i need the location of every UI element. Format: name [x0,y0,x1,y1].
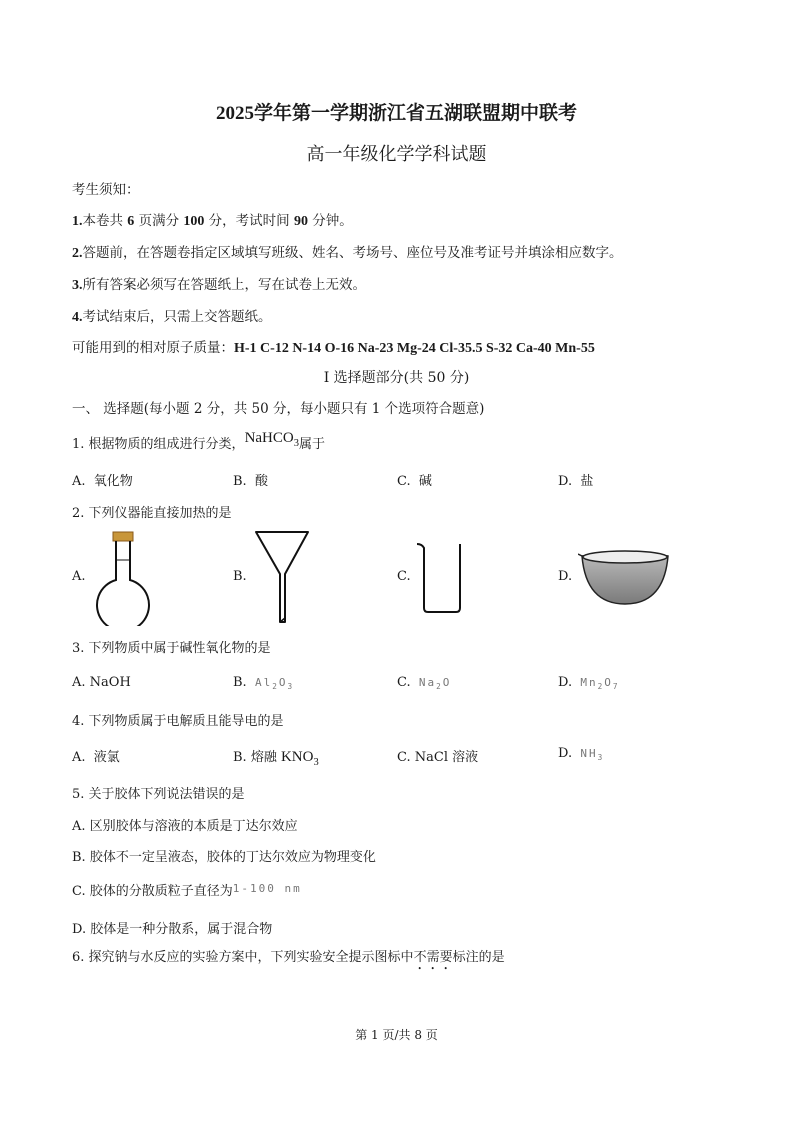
q4-option-c[interactable]: C. NaCl 溶液 [397,750,479,765]
q5-option-b[interactable]: B. 胶体不一定呈液态，胶体的丁达尔效应为物理变化 [72,850,376,865]
exam-title: 2025学年第一学期浙江省五湖联盟期中联考 [215,103,577,124]
q1-option-b[interactable]: B. 酸 [233,474,268,489]
q5-option-c[interactable]: C. 胶体的分散质粒子直径为$^{1-100 nm}$ [72,882,302,899]
page-footer: 第 1 页/共 8 页 [355,1028,438,1042]
notice-item-1: 1.本卷共 6 页满分 100 分，考试时间 90 分钟。 [72,213,353,229]
question-1: 1. 根据物质的组成进行分类，NaHCO$_3$属于 [72,430,325,452]
q3-option-c[interactable]: C. $Na_2O$ [397,675,452,692]
funnel-icon [252,528,312,626]
q3-option-b[interactable]: B. $Al_2O_3$ [233,675,295,692]
question-5: 5. 关于胶体下列说法错误的是 [72,787,245,802]
q4-option-b[interactable]: B. 熔融 $KNO_3$ [233,749,319,768]
beaker-icon [414,540,468,616]
q5-option-d[interactable]: D. 胶体是一种分散系，属于混合物 [72,922,273,937]
q2-option-b[interactable]: B. [233,569,247,584]
q2-option-d[interactable]: D. [558,569,573,584]
q5-option-a[interactable]: A. 区别胶体与溶液的本质是丁达尔效应 [72,819,298,834]
q4-option-a[interactable]: A. 液氯 [72,750,120,765]
notice-item-4: 4.考试结束后，只需上交答题纸。 [72,309,272,325]
q1-option-c[interactable]: C. 碱 [397,474,432,489]
section-title: I 选择题部分(共 50 分) [323,370,470,386]
q2-option-c[interactable]: C. [397,569,411,584]
question-6: 6. 探究钠与水反应的实验方案中，下列实验安全提示图标中不需要标注的是 [72,950,505,965]
notice-item-2: 2.答题前，在答题卷指定区域填写班级、姓名、考场号、座位号及准考证号并填涂相应数字。 [72,245,623,261]
section-instruction: 一、 选择题(每小题 2 分，共 50 分，每小题只有 1 个选项符合题意) [72,401,485,417]
q4-option-d[interactable]: D. $NH_3$ [558,746,605,763]
evaporating-dish-icon [578,548,672,606]
notice-item-3: 3.所有答案必须写在答题纸上，写在试卷上无效。 [72,277,366,293]
q3-option-d[interactable]: D. $Mn_2O_7$ [558,675,620,692]
question-3: 3. 下列物质中属于碱性氧化物的是 [72,641,271,656]
q3-option-a[interactable]: A. NaOH [72,675,131,690]
notice-heading: 考生须知： [72,182,140,198]
question-4: 4. 下列物质属于电解质且能导电的是 [72,714,284,729]
atomic-masses: 可能用到的相对原子质量：H-1 C-12 N-14 O-16 Na-23 Mg-24 Cl-35.5 S-32 Ca-40 Mn-55 [72,340,595,356]
emphasis-not-needed: 不需要 [413,950,453,965]
q2-option-a[interactable]: A. [72,569,86,584]
q1-option-a[interactable]: A. 氧化物 [72,474,133,489]
q1-option-d[interactable]: D. 盐 [558,474,594,489]
volumetric-flask-icon [92,530,154,626]
question-2: 2. 下列仪器能直接加热的是 [72,506,232,521]
exam-subject: 高一年级化学学科试题 [306,144,487,165]
